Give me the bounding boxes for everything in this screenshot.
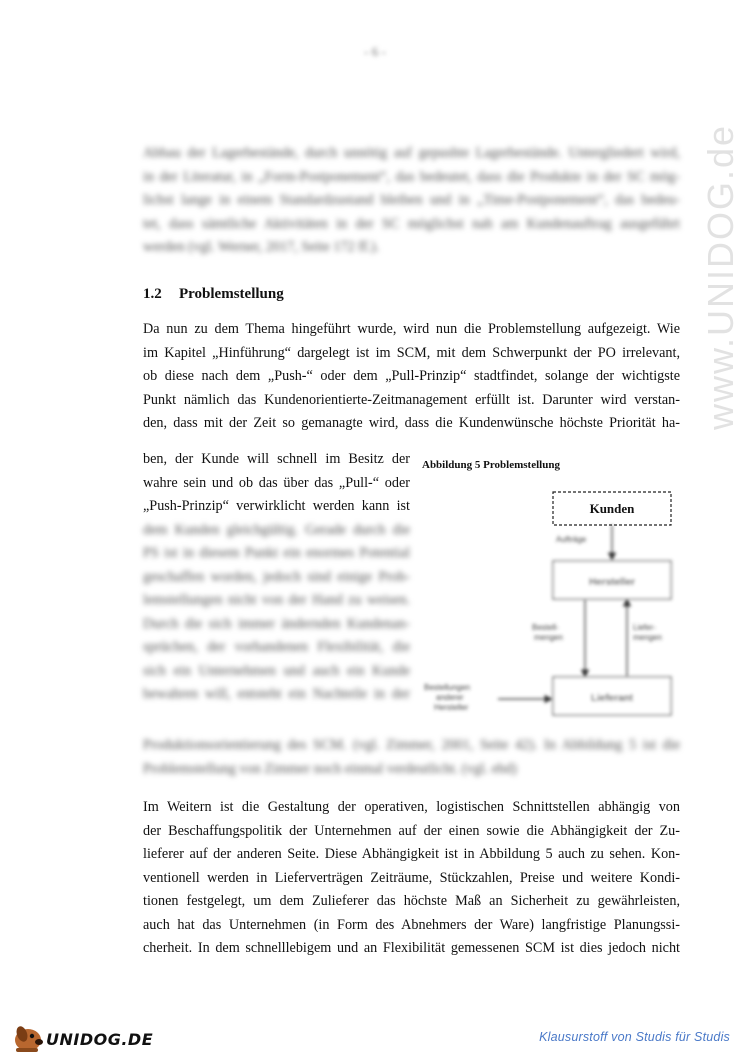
unidog-logo xyxy=(6,1018,166,1054)
order-quantity-label: Bestell-mengen xyxy=(532,623,563,642)
text-line: sprüchen, der vorhandenen Flexibilität, die xyxy=(143,639,410,655)
text-line: Punkt nämlich das Kundenorientierte-Zeitmanagement erfüllt ist. Darunter wird verstan- xyxy=(143,391,680,408)
text-line: Da nun zu dem Thema hingeführt wurde, wird nun die Problemstellung aufgezeigt. Wie xyxy=(143,321,680,337)
footer-tagline: Klausurstoff von Studis für Studis xyxy=(539,1030,730,1044)
brand-name: UNIDOG.DE xyxy=(46,1030,154,1049)
intro-paragraph xyxy=(143,142,680,260)
wrapped-paragraph xyxy=(143,448,410,707)
text-line: lichst lange in einem Standardzustand bleiben und in „Time-Postponement“, das bedeu- xyxy=(143,192,680,208)
text-line: ob diese nach dem „Push-“ oder dem „Pull-Prinzip“ stadtfindet, solange der wichtigste xyxy=(143,368,680,384)
section-title: Problemstellung xyxy=(179,286,284,302)
text-line: „Push-Prinzip“ verwirklicht werden kann ist xyxy=(143,498,410,514)
dog-mascot-icon xyxy=(15,1025,43,1052)
section-heading xyxy=(143,286,284,303)
other-orders-label: Bestellungen anderer Hersteller xyxy=(424,683,471,712)
text-line: im Kapitel „Hinführung“ dargelegt ist im SCM, mit dem Schwerpunkt der PO irrelevant, xyxy=(143,344,680,361)
text-line: Durch die sich immer ändernden Kundenan- xyxy=(143,615,410,632)
interfaces-paragraph xyxy=(143,796,680,961)
text-line: sich ein Unternehmen und auch ein Kunde xyxy=(143,662,410,679)
text-line: Abbau der Lagerbestände, durch unnötig auf gepushte Lagerbestände. Untergliedert wird, xyxy=(143,145,680,161)
text-line: auch hat das Unternehmen (in Form des Abnehmers der Ware) langfristige Planungssi- xyxy=(143,916,680,933)
delivery-quantity-label: Liefer-mengen xyxy=(633,623,662,642)
text-line: Produktionsorientierung des SCM. (vgl. Zimmer, 2001, Seite 42). In Abbildung 5 ist die xyxy=(143,737,680,753)
text-line: ventionell werden in Lieferverträgen Zeiträume, Stückzahlen, Preise und weitere Kondi- xyxy=(143,869,680,886)
text-line: Im Weitern ist die Gestaltung der operativen, logistischen Schnittstellen abhängig von xyxy=(143,799,680,815)
text-line: tet, dass sämtliche Aktivitäten in der SC möglichst nah am Kundenauftrag ausgeführt xyxy=(143,215,680,232)
text-line: lemstellungen nicht von der Hand zu weisen. xyxy=(143,592,410,608)
text-line: werden (vgl. Werner, 2017, Seite 172 ff.). xyxy=(143,239,380,255)
text-line: bewahren will, entsteht ein Nachteile in der xyxy=(143,686,410,702)
blurred-text-block xyxy=(143,519,410,707)
text-line: Problemstellung von Zimmer noch einmal verdeutlicht. (vgl. ebd) xyxy=(143,760,517,777)
text-line: in der Literatur, in „Form-Postponement“, das bedeutet, dass die Produkte in der SC mög- xyxy=(143,168,680,185)
problem-paragraph xyxy=(143,318,680,436)
blurred-paragraph-end xyxy=(143,734,680,781)
text-line: cherheit. In dem schnelllebigem und an Flexibilität gemessenen SCM ist dies jedoch nicht xyxy=(143,940,680,956)
watermark-text: www.UNIDOG.de xyxy=(700,123,741,430)
section-number: 1.2 xyxy=(143,286,162,302)
figure-caption: Abbildung 5 Problemstellung xyxy=(422,459,560,471)
text-line: PS ist in diesem Punkt ein enormes Potential xyxy=(143,545,410,561)
page-number: - 6 - xyxy=(364,44,386,59)
customer-label: Kunden xyxy=(589,501,635,516)
problem-diagram xyxy=(420,480,690,740)
text-line: ben, der Kunde will schnell im Besitz der xyxy=(143,451,410,467)
text-line: tionen festgelegt, um dem Zulieferer das höchste Maß an Sicherheit zu gewährleisten, xyxy=(143,893,680,909)
text-line: wahre sein und ob das über das „Pull-“ oder xyxy=(143,474,410,491)
text-line: geschaffen worden, jedoch sind einige Prob- xyxy=(143,568,410,585)
orders-label: Aufträge xyxy=(556,535,587,544)
supplier-label: Lieferant xyxy=(590,693,634,704)
text-line: dem Kunden gleichgültig. Gerade durch die xyxy=(143,521,410,538)
text-line: lieferer auf der anderen Seite. Diese Abhängigkeit ist in Abbildung 5 auch zu sehen. Kon- xyxy=(143,846,680,862)
manufacturer-label: Hersteller xyxy=(588,577,636,588)
text-line: den, dass mit der Zeit so gemanagte wird, dass die Kundenwünsche höchste Priorität ha- xyxy=(143,415,680,431)
text-line: der Beschaffungspolitik der Unternehmen auf der einen sowie die Abhängigkeit der Zu- xyxy=(143,822,680,839)
